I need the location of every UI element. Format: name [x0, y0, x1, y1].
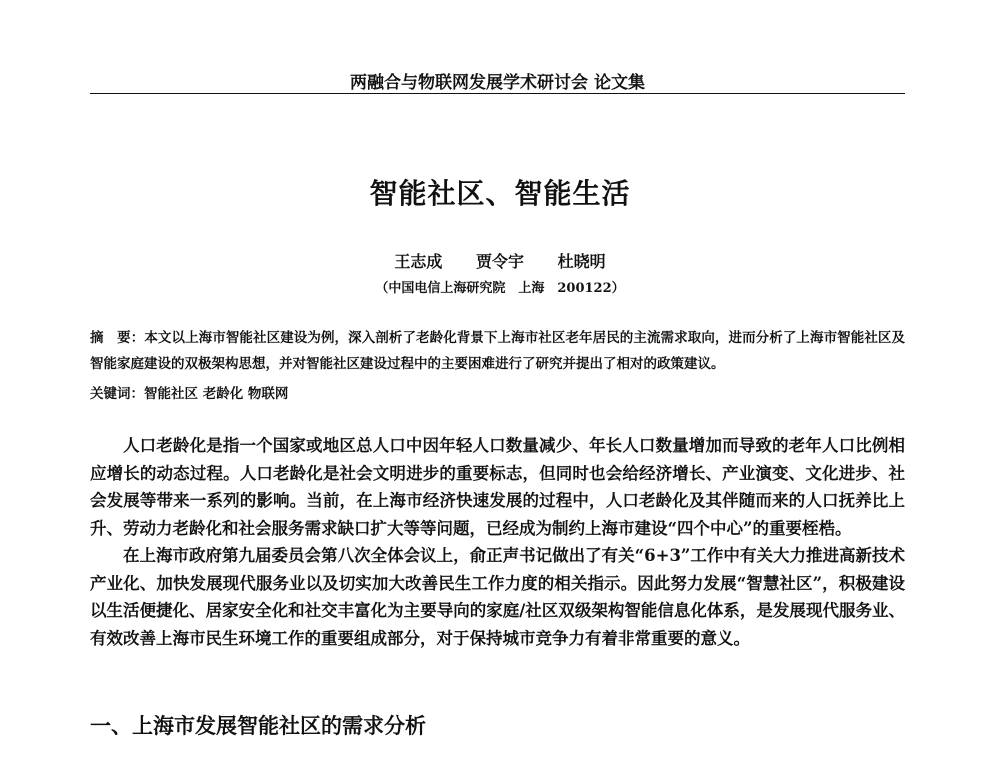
- abstract-text: 本文以上海市智能社区建设为例，深入剖析了老龄化背景下上海市社区老年居民的主流需求取向，进而分析了上海市智能社区及智能家庭建设的双极架构思想，并对智能社区建设过程中的主要困难进行了研究并提出了相对的政策建议。: [90, 330, 906, 372]
- body-text: [90, 432, 905, 652]
- keywords: [90, 383, 905, 405]
- abstract: [90, 325, 905, 377]
- author-name: 贾令宇: [475, 252, 524, 271]
- keywords-text: 智能社区 老龄化 物联网: [144, 386, 289, 402]
- header-rule: [90, 93, 905, 94]
- paper-title: 智能社区、智能生活: [369, 177, 631, 210]
- affiliation: （中国电信上海研究院 上海 200122）: [375, 281, 625, 296]
- paragraph: 人口老龄化是指一个国家或地区总人口中因年轻人口数量减少、年长人口数量增加而导致的老年人口比例相应增长的动态过程。人口老龄化是社会文明进步的重要标志，但同时也会给经济增长、产业演变、文化进步、社会发展等带来一系列的影响。当前，在上海市经济快速发展的过程中，人口老龄化及其伴随而来的人口抚养比上升、劳动力老龄化和社会服务需求缺口扩大等等问题，已经成为制约上海市建设“四个中心”的重要桎梏。: [90, 436, 905, 538]
- author-list: [0, 249, 1000, 272]
- running-header: 两融合与物联网发展学术研讨会 论文集: [350, 73, 645, 93]
- keywords-label: 关键词：: [90, 386, 144, 402]
- author-name: 王志成: [394, 252, 443, 271]
- paragraph: 在上海市政府第九届委员会第八次全体会议上，俞正声书记做出了有关“6+3”工作中有关大力推进高新技术产业化、加快发展现代服务业以及切实加大改善民生工作力度的相关指示。因此努力发展“智慧社区”，积极建设以生活便捷化、居家安全化和社交丰富化为主要导向的家庭/社区双级架构智能信息化体系，是发展现代服务业、有效改善上海市民生环境工作的重要组成部分，对于保持城市竞争力有着非常重要的意义。: [90, 546, 905, 648]
- section-heading: 一、上海市发展智能社区的需求分析: [90, 714, 426, 738]
- abstract-label: 摘 要：: [90, 330, 145, 346]
- author-name: 杜晓明: [557, 252, 606, 271]
